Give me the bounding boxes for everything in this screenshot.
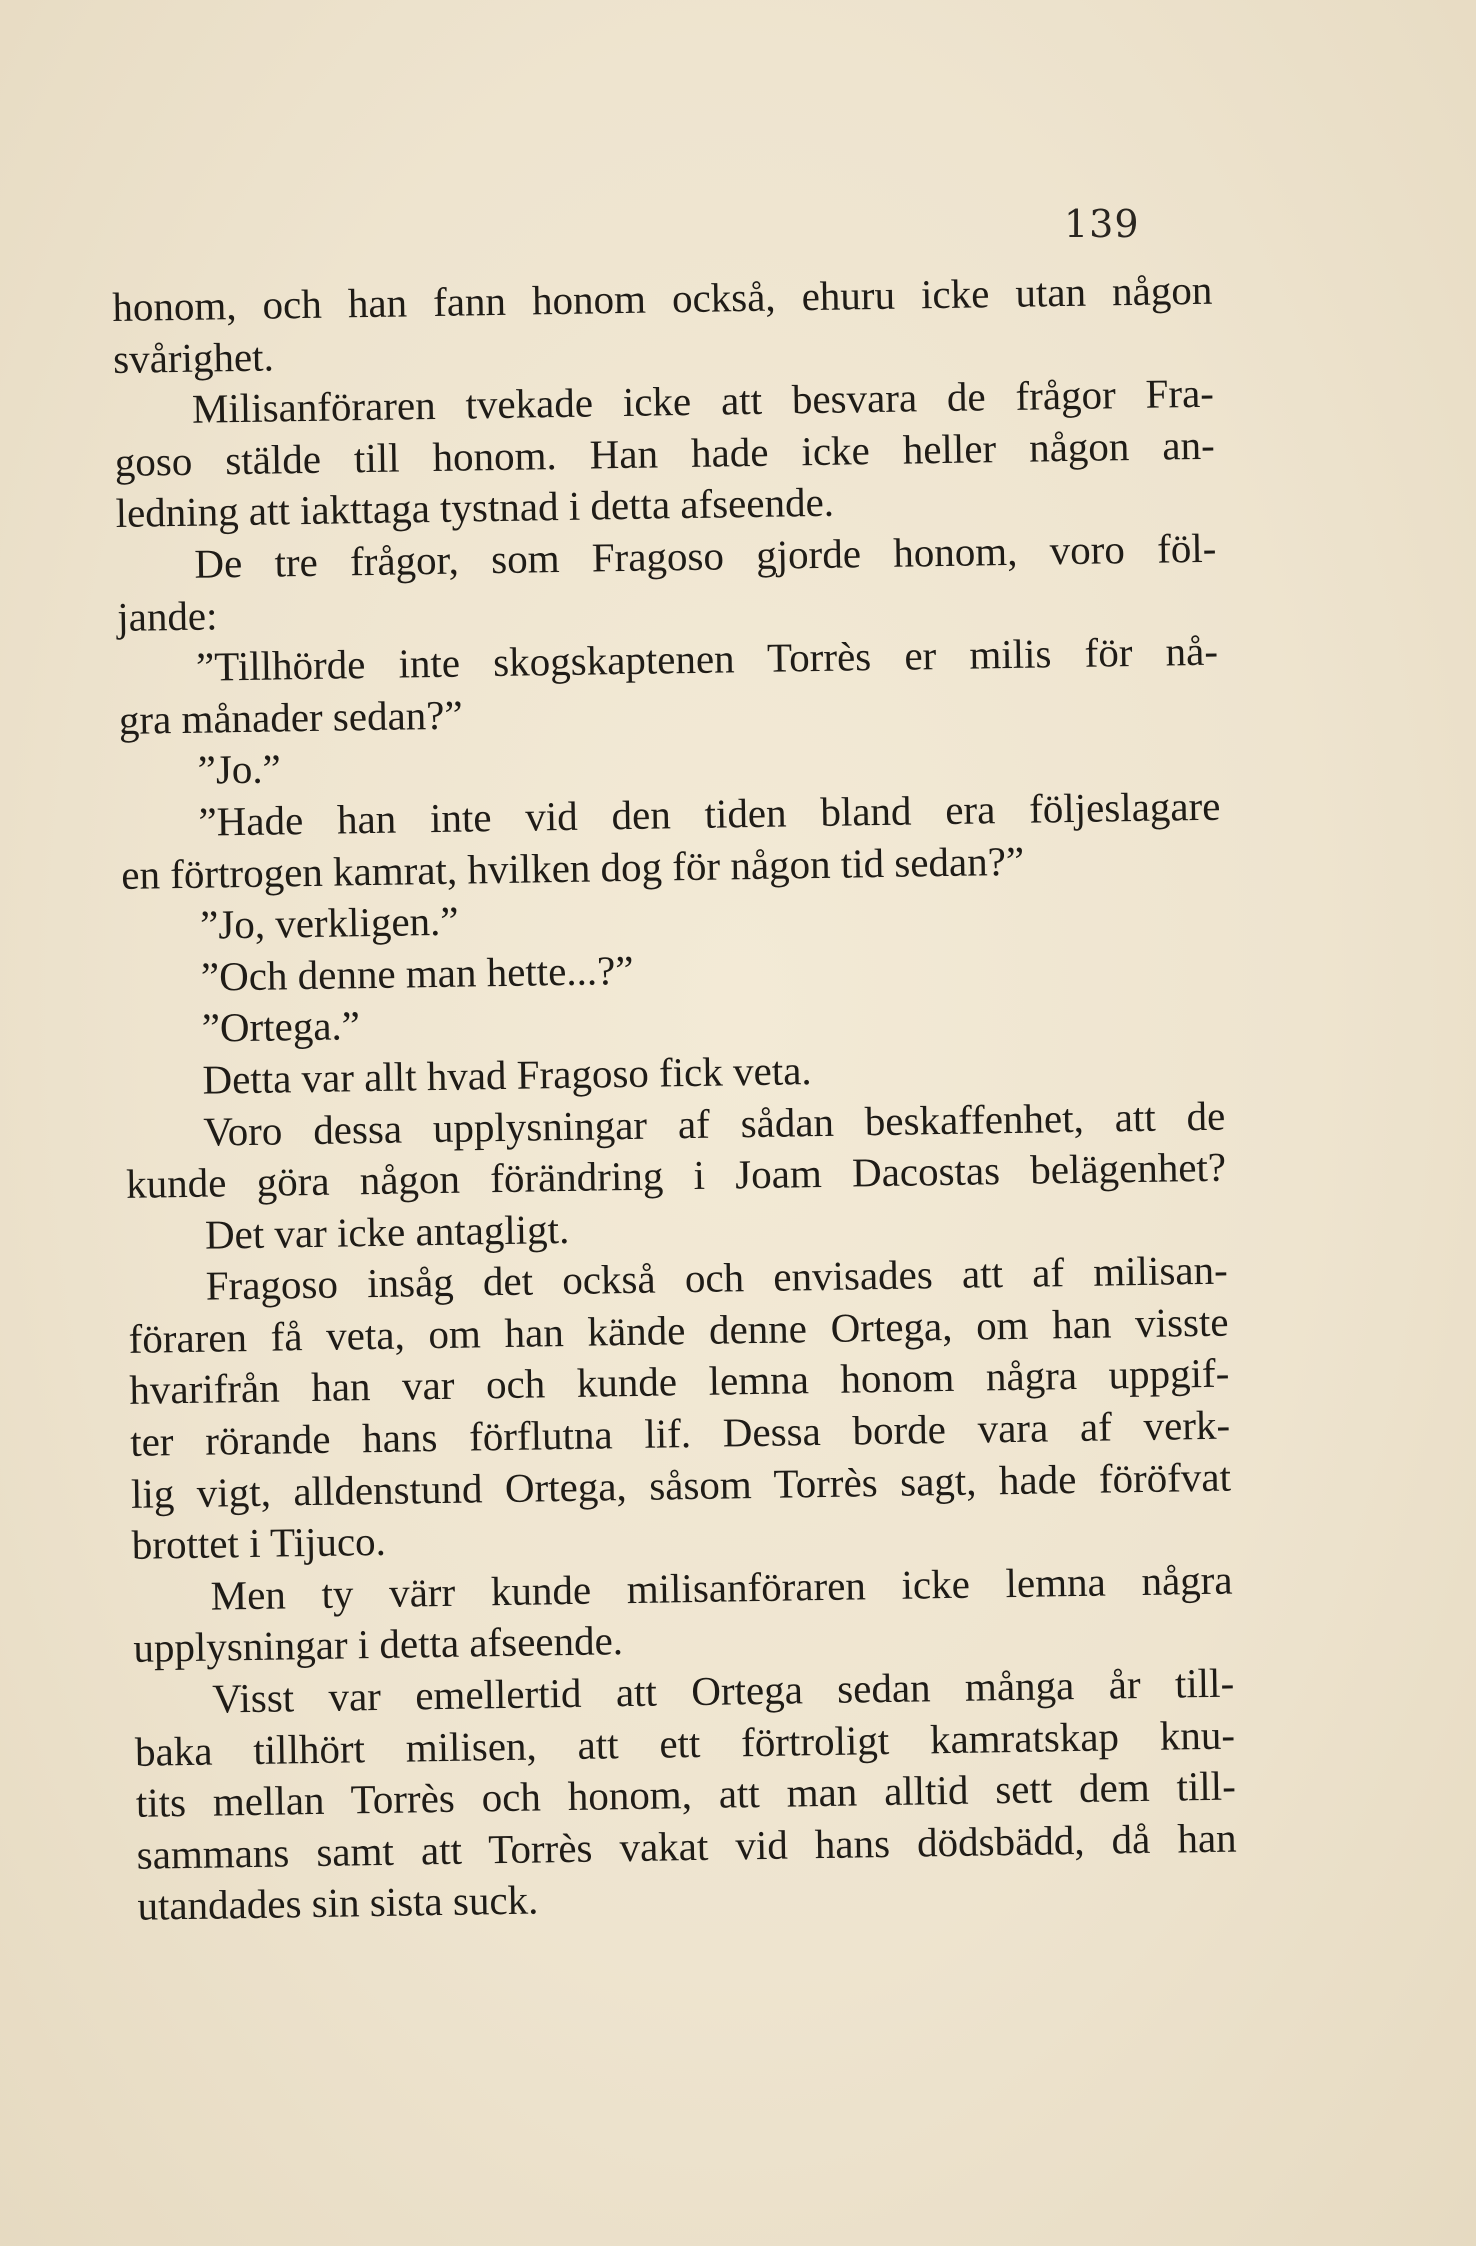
- body-text: [112, 265, 1238, 1933]
- text-line: utandades sin sista suck.: [137, 1876, 539, 1930]
- text-line: ”Jo, verkligen.”: [199, 897, 459, 948]
- text-line: hvarifrån han var och kunde lemna honom några uppgif-: [129, 1350, 1230, 1414]
- text-line: kunde göra någon förändring i Joam Dacostas belägenhet?: [125, 1143, 1227, 1207]
- text-line: Det var icke antagligt.: [204, 1205, 570, 1258]
- text-line: Visst var emellertid att Ortega sedan många år till-: [211, 1659, 1235, 1722]
- text-line: Voro dessa upplysningar af sådan beskaffenhet, att de: [202, 1092, 1226, 1155]
- text-line: ”Jo.”: [197, 745, 282, 794]
- text-line: ter rörande hans förflutna lif. Dessa borde vara af verk-: [129, 1401, 1231, 1465]
- text-line: goso stälde till honom. Han hade icke heller någon an-: [114, 421, 1216, 485]
- text-line: ”Tillhörde inte skogskaptenen Torrès er milis för nå-: [195, 627, 1219, 690]
- text-line: Milisanföraren tvekade icke att besvara de frågor Fra-: [191, 369, 1215, 432]
- text-line: föraren få veta, om han kände denne Ortega, om han visste: [128, 1298, 1229, 1362]
- text-line: Fragoso insåg det också och envisades att af milisan-: [205, 1246, 1229, 1309]
- text-line: ”Ortega.”: [201, 1002, 361, 1051]
- text-line: en förtrogen kamrat, hvilken dog för någon tid sedan?”: [120, 837, 1025, 898]
- text-line: Men ty värr kunde milisanföraren icke lemna några: [210, 1556, 1233, 1619]
- text-line: ledning att iakttaga tystnad i detta afseende.: [115, 479, 835, 537]
- text-line: lig vigt, alldenstund Ortega, såsom Torrès sagt, hade föröfvat: [130, 1453, 1232, 1517]
- text-line: Detta var allt hvad Fragoso fick veta.: [202, 1047, 812, 1103]
- text-line: ”Hade han inte vid den tiden bland era följeslagare: [198, 782, 1221, 845]
- text-line: honom, och han fann honom också, ehuru icke utan någon: [112, 266, 1213, 330]
- text-line: jande:: [116, 591, 218, 640]
- text-line: upplysningar i detta afseende.: [133, 1617, 624, 1672]
- text-line: sammans samt att Torrès vakat vid hans dödsbädd, då han: [136, 1814, 1237, 1878]
- text-line: tits mellan Torrès och honom, att man alltid sett dem till-: [135, 1762, 1237, 1827]
- text-line: brottet i Tijuco.: [131, 1518, 387, 1569]
- text-line: gra månader sedan?”: [118, 691, 463, 743]
- text-line: ”Och denne man hette...?”: [200, 946, 634, 1000]
- page-number: 139: [1064, 202, 1140, 246]
- text-line: baka tillhört milisen, att ett förtroligt kamratskap knu-: [134, 1711, 1236, 1775]
- text-line: De tre frågor, som Fragoso gjorde honom, voro föl-: [194, 524, 1217, 587]
- text-line: svårighet.: [112, 333, 275, 382]
